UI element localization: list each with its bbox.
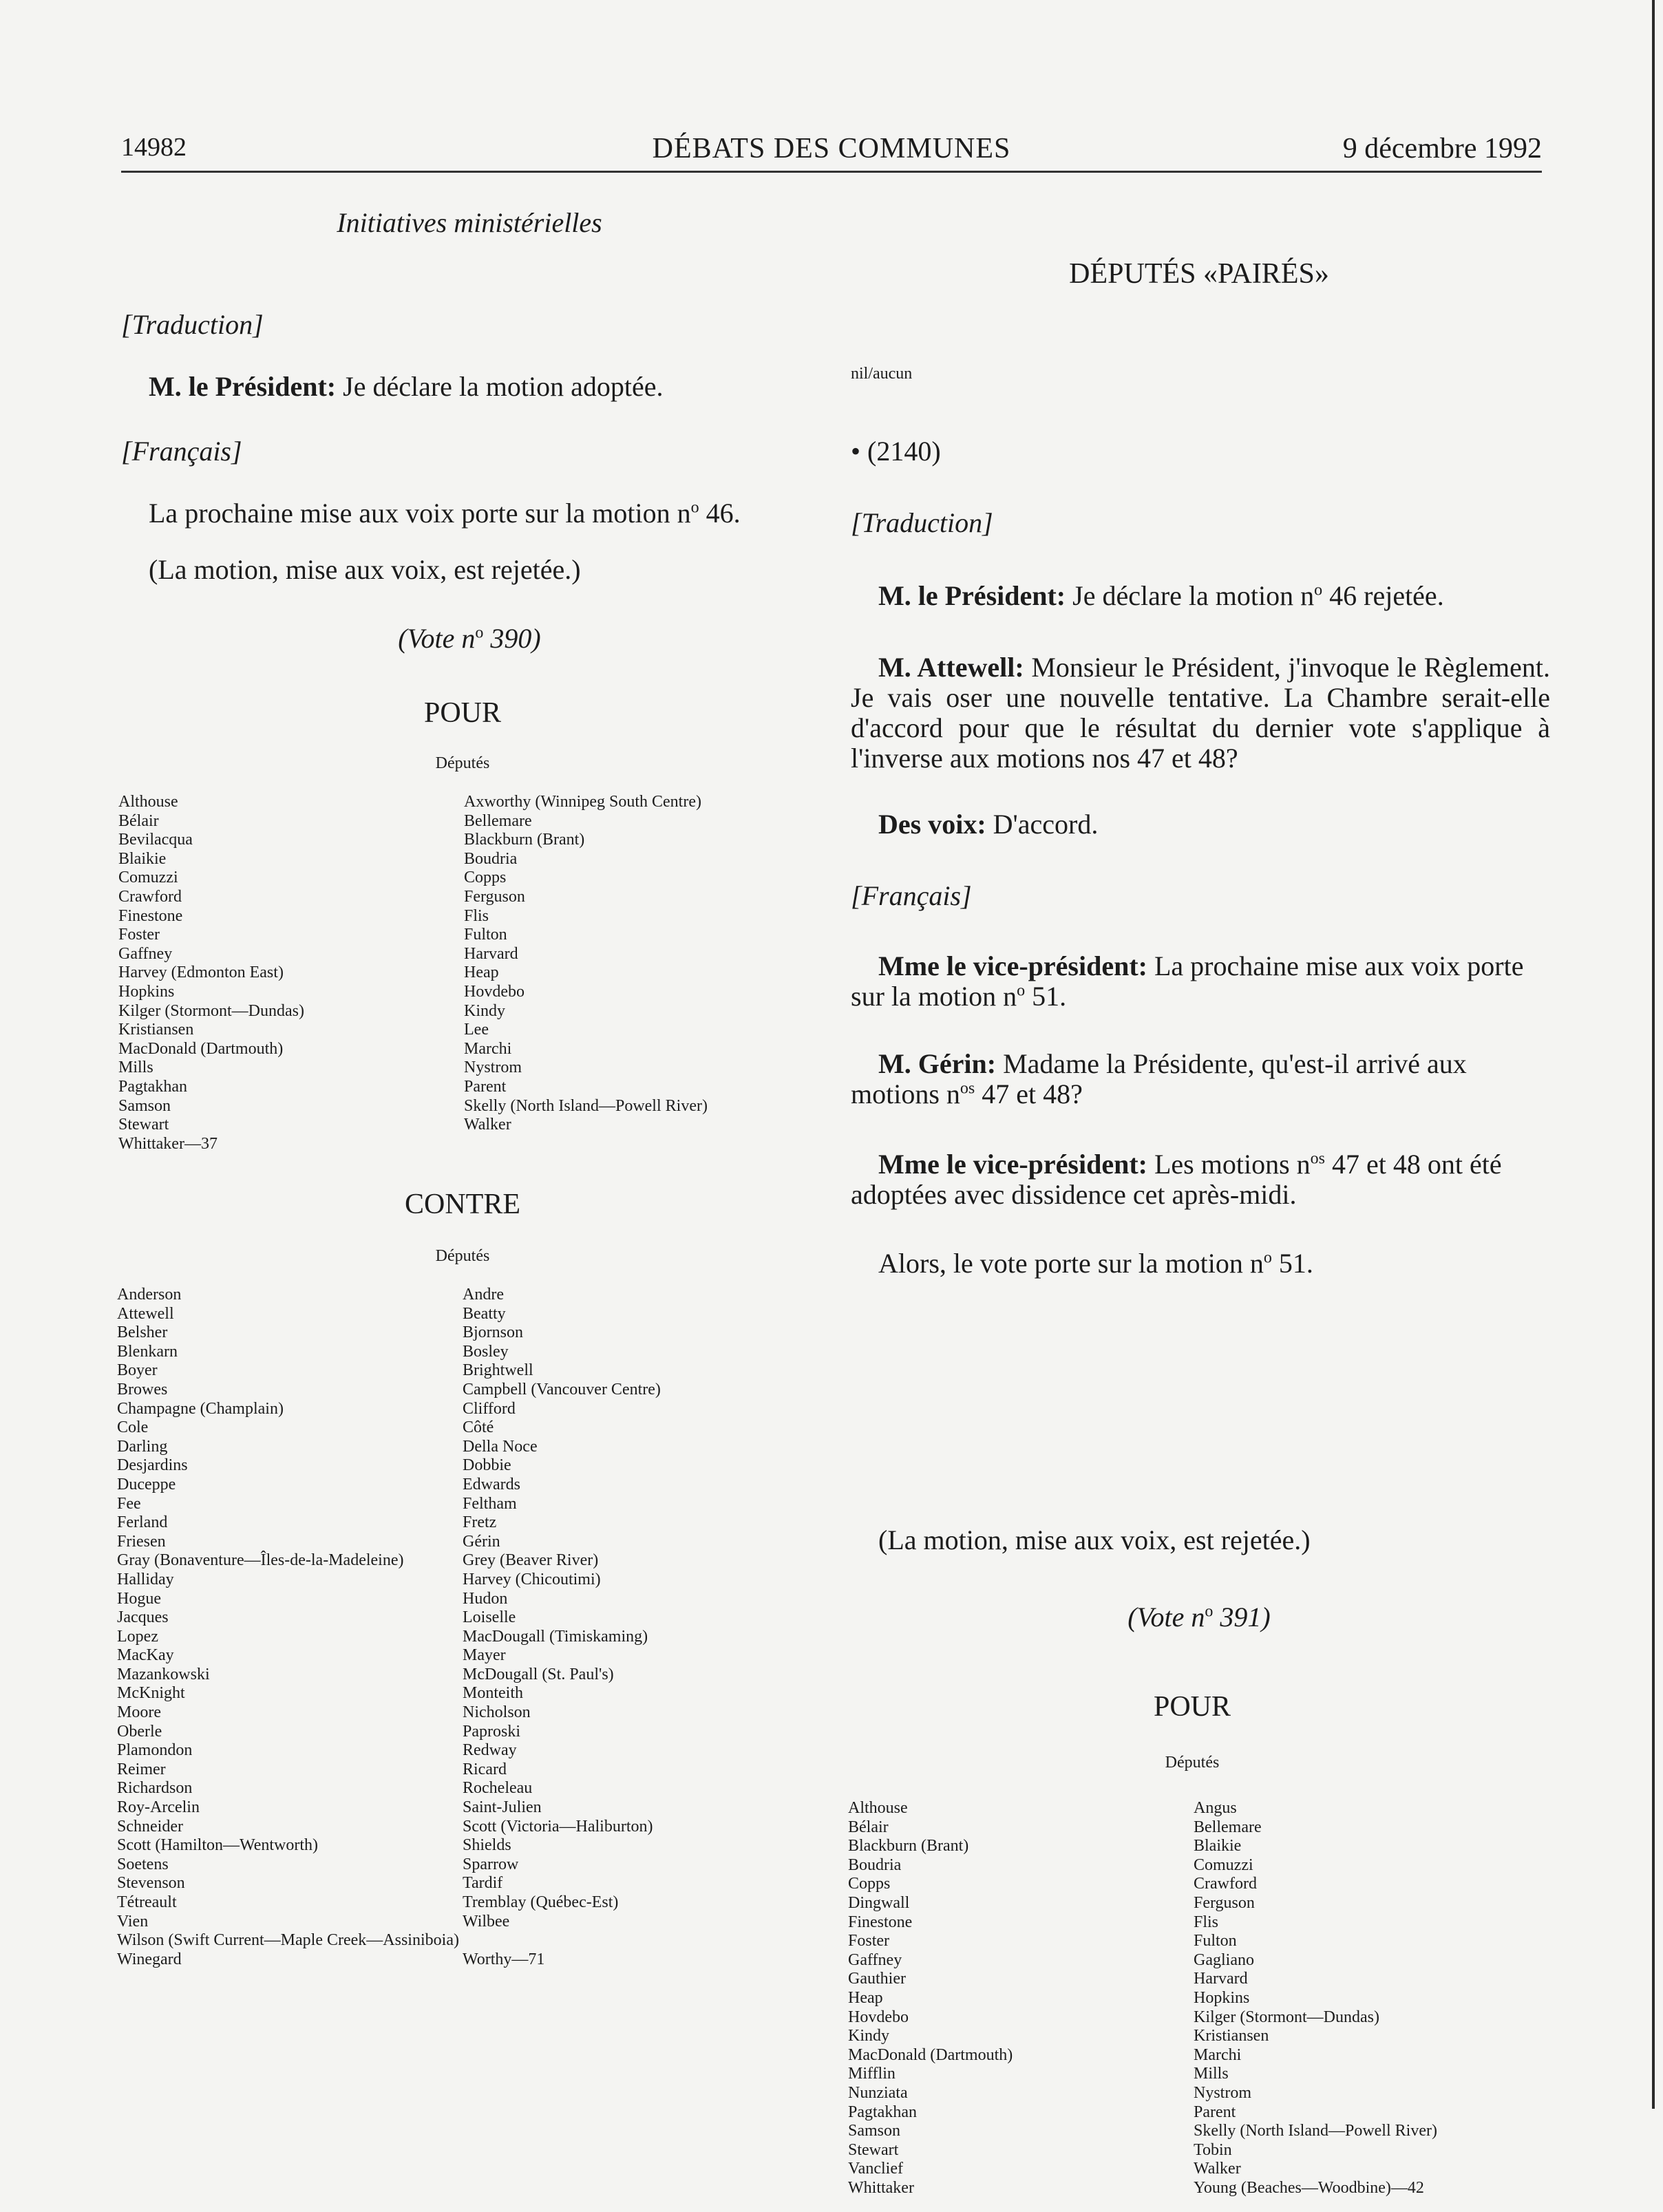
member-name: Bevilacqua	[118, 831, 193, 849]
member-name: Bosley	[463, 1342, 509, 1361]
vote-number-label	[118, 624, 820, 654]
member-name: Kilger (Stormont—Dundas)	[118, 1001, 304, 1020]
member-name: Blackburn (Brant)	[464, 831, 585, 849]
pour-list-column-2	[1194, 1799, 1551, 2198]
gerin-statement	[851, 1049, 1550, 1109]
member-name: Vien	[117, 1912, 149, 1931]
francais-tag-right: [Français]	[851, 880, 972, 911]
member-name: Mills	[1194, 2065, 1229, 2083]
member-name: Blenkarn	[117, 1342, 178, 1361]
member-name: Flis	[464, 906, 489, 925]
member-name: Harvey (Edmonton East)	[118, 964, 284, 982]
member-name: Angus	[1194, 1799, 1237, 1817]
member-name: Feltham	[463, 1494, 517, 1513]
member-name: Boudria	[848, 1855, 902, 1874]
member-name: Ricard	[463, 1760, 507, 1778]
member-name: Fee	[117, 1494, 141, 1513]
member-name: Ferguson	[1194, 1893, 1255, 1912]
member-name: Walker	[1194, 2160, 1241, 2178]
superscript: os	[1310, 1149, 1325, 1168]
member-name: Parent	[464, 1077, 507, 1096]
section-title: Initiatives ministérielles	[337, 207, 602, 238]
member-name: MacKay	[117, 1646, 174, 1665]
paragraph-text: Alors, le vote porte sur la motion n	[878, 1248, 1264, 1279]
member-name	[463, 1931, 820, 1950]
member-name: Tétreault	[117, 1893, 177, 1911]
member-name: Oberle	[117, 1722, 162, 1741]
speaker-name: Mme le vice-président:	[878, 950, 1147, 981]
speaker-name: M. le Président:	[149, 371, 337, 402]
member-name: Scott (Victoria—Haliburton)	[463, 1817, 653, 1836]
member-name: Crawford	[1194, 1875, 1257, 1893]
pour-list-column-2	[464, 793, 822, 1135]
publication-title: DÉBATS DES COMMUNES	[652, 133, 1011, 164]
member-name: Blaikie	[118, 849, 167, 868]
member-name: Blaikie	[1194, 1837, 1242, 1855]
member-name: Soetens	[117, 1855, 169, 1873]
member-name: Axworthy (Winnipeg South Centre)	[464, 793, 701, 811]
member-name: Schneider	[117, 1817, 183, 1836]
member-name: Moore	[117, 1703, 161, 1722]
statement-text: D'accord.	[986, 809, 1099, 840]
member-name: Shields	[463, 1836, 511, 1855]
member-name: Kristiansen	[118, 1021, 194, 1039]
member-name: Roy-Arcelin	[117, 1798, 200, 1817]
paragraph-text: La prochaine mise aux voix porte sur la motion n	[149, 498, 691, 529]
member-name: Champagne (Champlain)	[117, 1399, 284, 1418]
member-name: Gaffney	[848, 1950, 902, 1969]
superscript: o	[690, 498, 699, 517]
member-name: Duceppe	[117, 1475, 176, 1493]
superscript: os	[960, 1079, 975, 1098]
member-name: Reimer	[117, 1760, 166, 1778]
member-name: Fulton	[464, 926, 507, 944]
member-name: Harvard	[1194, 1970, 1248, 1988]
member-name: Kilger (Stormont—Dundas)	[1194, 2008, 1379, 2026]
member-name: Jacques	[117, 1608, 169, 1627]
pour-heading: POUR	[423, 697, 502, 729]
motion-result-right-text: (La motion, mise aux voix, est rejetée.)	[878, 1524, 1311, 1555]
pour-heading-right: POUR	[1153, 1691, 1231, 1723]
member-name: Vanclief	[848, 2160, 903, 2178]
statement-text-end: 51.	[1025, 981, 1067, 1012]
member-name: Mills	[118, 1059, 153, 1077]
member-name: Darling	[117, 1437, 168, 1456]
member-name: Tardif	[463, 1874, 503, 1893]
member-name: MacDonald (Dartmouth)	[848, 2045, 1013, 2064]
next-vote-paragraph	[149, 498, 837, 529]
president-statement	[149, 372, 837, 402]
superscript: o	[1314, 581, 1323, 599]
member-name: Tremblay (Québec-Est)	[463, 1893, 619, 1911]
member-name: Gray (Bonaventure—Îles-de-la-Madeleine)	[117, 1551, 404, 1570]
member-name: Della Noce	[463, 1437, 538, 1456]
statement-text: Je déclare la motion adoptée.	[336, 371, 664, 402]
member-name: Gaffney	[118, 944, 173, 963]
member-name: Bellemare	[1194, 1818, 1262, 1836]
member-name: Heap	[848, 1988, 883, 2007]
vice-president-statement	[851, 951, 1550, 1012]
member-name: Nicholson	[463, 1703, 531, 1722]
member-name: Skelly (North Island—Powell River)	[464, 1096, 708, 1115]
page-number: 14982	[121, 133, 187, 162]
member-name: Fretz	[463, 1513, 497, 1532]
member-name: McDougall (St. Paul's)	[463, 1665, 614, 1683]
member-name: Ferland	[117, 1513, 168, 1532]
member-name: Worthy—71	[463, 1950, 545, 1968]
member-name: McKnight	[117, 1684, 185, 1703]
member-name: Comuzzi	[118, 869, 178, 887]
member-name: Brightwell	[463, 1361, 533, 1380]
member-name: Bjornson	[463, 1323, 524, 1342]
statement-text-end: 47 et 48?	[975, 1078, 1083, 1109]
pour-list-column-1	[118, 793, 463, 1153]
member-name: Monteith	[463, 1684, 523, 1703]
member-name: Hovdebo	[464, 982, 525, 1001]
member-name: Cole	[117, 1418, 149, 1437]
publication-date: 9 décembre 1992	[1342, 133, 1542, 164]
contre-list-column-1	[117, 1286, 461, 1969]
speaker-name: Des voix:	[878, 809, 986, 840]
member-name: Kindy	[464, 1001, 505, 1020]
member-name: Whittaker	[848, 2178, 914, 2197]
member-name: Althouse	[118, 793, 178, 811]
member-name: Pagtakhan	[118, 1077, 187, 1096]
member-name: Boyer	[117, 1361, 158, 1380]
member-name: Marchi	[1194, 2045, 1242, 2064]
member-name: Richardson	[117, 1779, 193, 1798]
pour-list	[118, 793, 834, 1165]
contre-list	[117, 1286, 833, 1974]
speaker-name: Mme le vice-président:	[878, 1149, 1147, 1180]
paragraph-text-end: 51.	[1271, 1248, 1313, 1279]
member-name: Walker	[464, 1116, 511, 1134]
member-name: Dingwall	[848, 1893, 910, 1912]
statement-text: Monsieur le Président, j'invoque le Règlement. Je vais oser une nouvelle tentative. La Chambre serait-elle d'accord pour que le résultat du dernier vote s'applique à l'inverse aux motions nos 47 et 48?	[851, 652, 1550, 774]
member-name: Althouse	[848, 1799, 908, 1817]
member-name: Redway	[463, 1741, 517, 1760]
president-rejects-statement	[878, 581, 1553, 611]
vote-label: (Vote n	[398, 623, 476, 654]
member-name: Beatty	[463, 1304, 506, 1323]
member-name: Paproski	[463, 1722, 520, 1741]
member-name: Nystrom	[1194, 2083, 1251, 2102]
pour-list-right	[848, 1799, 1550, 2212]
member-name: Crawford	[118, 887, 182, 906]
deputes-label-right: Députés	[1165, 1754, 1220, 1772]
member-name: Stewart	[848, 2140, 899, 2159]
member-name: Plamondon	[117, 1741, 193, 1760]
member-name: Copps	[464, 869, 507, 887]
speaker-name: M. Gérin:	[878, 1048, 997, 1079]
traduction-tag-right: [Traduction]	[851, 507, 993, 538]
member-name: Bellemare	[464, 811, 532, 830]
member-name: Gagliano	[1194, 1950, 1254, 1969]
member-name: Skelly (North Island—Powell River)	[1194, 2122, 1437, 2140]
member-name: Bélair	[118, 811, 159, 830]
francais-tag: [Français]	[121, 436, 242, 467]
member-name: Finestone	[848, 1913, 913, 1931]
member-name: Friesen	[117, 1532, 166, 1551]
statement-text: Madame la Présidente, qu'est-il arrivé aux motions n	[851, 1048, 1467, 1109]
time-stamp: • (2140)	[851, 436, 941, 467]
member-name: Campbell (Vancouver Centre)	[463, 1380, 661, 1399]
member-name: Fulton	[1194, 1932, 1237, 1950]
paired-members-heading: DÉPUTÉS «PAIRÉS»	[1069, 258, 1329, 290]
member-name: Samson	[848, 2122, 901, 2140]
member-name: Copps	[848, 1875, 891, 1893]
member-name: Wilson (Swift Current—Maple Creek—Assiniboia)	[117, 1931, 459, 1950]
superscript: o	[1263, 1248, 1272, 1267]
member-name: Hovdebo	[848, 2008, 909, 2026]
contre-list-column-2	[463, 1286, 820, 1969]
member-name: Ferguson	[464, 887, 525, 906]
member-name: Hogue	[117, 1589, 161, 1608]
member-name: Gauthier	[848, 1970, 906, 1988]
motion-result: (La motion, mise aux voix, est rejetée.)	[149, 554, 581, 585]
member-name: Attewell	[117, 1304, 174, 1323]
member-name: Heap	[464, 964, 499, 982]
statement-text-end: 47 et 48 ont été adoptées avec dissidence cet après-midi.	[851, 1149, 1502, 1210]
attewell-statement	[851, 652, 1550, 774]
vote-number: 390)	[483, 623, 541, 654]
paired-none: nil/aucun	[851, 365, 913, 383]
member-name: Belsher	[117, 1323, 168, 1342]
statement-text: La prochaine mise aux voix porte sur la motion n	[851, 950, 1524, 1012]
member-name: Scott (Hamilton—Wentworth)	[117, 1836, 319, 1855]
member-name: Edwards	[463, 1475, 520, 1493]
vote-on-motion-51	[878, 1248, 1553, 1279]
paragraph-text-end: 46.	[699, 498, 741, 529]
member-name: Foster	[848, 1932, 889, 1950]
member-name: MacDonald (Dartmouth)	[118, 1039, 284, 1058]
member-name: Rocheleau	[463, 1779, 533, 1798]
member-name: Bélair	[848, 1818, 889, 1836]
member-name: Hopkins	[118, 982, 175, 1001]
speaker-name: M. le Président:	[878, 580, 1066, 611]
vote-number: 391)	[1213, 1602, 1271, 1633]
vote-label: (Vote n	[1127, 1602, 1205, 1633]
member-name: Harvard	[464, 944, 518, 963]
member-name: Loiselle	[463, 1608, 516, 1627]
member-name: Boudria	[464, 849, 518, 868]
member-name: Lopez	[117, 1627, 158, 1646]
member-name: Mifflin	[848, 2065, 896, 2083]
member-name: Hudon	[463, 1589, 508, 1608]
member-name: Kristiansen	[1194, 2027, 1269, 2045]
member-name: Marchi	[464, 1039, 512, 1058]
member-name: Foster	[118, 926, 160, 944]
member-name: Nunziata	[848, 2083, 908, 2102]
member-name: Kindy	[848, 2027, 889, 2045]
member-name: Gérin	[463, 1532, 500, 1551]
member-name: Nystrom	[464, 1059, 522, 1077]
member-name: Andre	[463, 1286, 504, 1304]
member-name: Tobin	[1194, 2140, 1232, 2159]
member-name: Clifford	[463, 1399, 516, 1418]
member-name: Young (Beaches—Woodbine)—42	[1194, 2178, 1424, 2197]
vote-number-label-right	[848, 1602, 1550, 1633]
member-name: Saint-Julien	[463, 1798, 542, 1817]
member-name: Flis	[1194, 1913, 1219, 1931]
member-name: Lee	[464, 1021, 489, 1039]
member-name: Wilbee	[463, 1912, 510, 1931]
member-name: Dobbie	[463, 1456, 511, 1475]
superscript: o	[475, 624, 484, 642]
member-name: Halliday	[117, 1570, 174, 1588]
traduction-tag: [Traduction]	[121, 309, 264, 340]
member-name: Samson	[118, 1096, 171, 1115]
member-name: Stewart	[118, 1116, 169, 1134]
vice-president-answer	[851, 1149, 1550, 1210]
contre-heading: CONTRE	[405, 1189, 520, 1220]
pour-list-column-1	[848, 1799, 1192, 2198]
statement-text: Je déclare la motion n	[1066, 580, 1315, 611]
statement-text-end: 46 rejetée.	[1322, 580, 1444, 611]
statement-text: Les motions n	[1147, 1149, 1311, 1180]
deputes-label: Députés	[435, 754, 490, 772]
page-header	[121, 132, 1542, 173]
voices-statement	[878, 809, 1553, 840]
member-name: MacDougall (Timiskaming)	[463, 1627, 648, 1646]
member-name: Desjardins	[117, 1456, 188, 1475]
member-name: Finestone	[118, 906, 183, 925]
member-name: Hopkins	[1194, 1988, 1250, 2007]
member-name: Anderson	[117, 1286, 182, 1304]
speaker-name: M. Attewell:	[878, 652, 1024, 683]
member-name: Comuzzi	[1194, 1855, 1253, 1874]
superscript: o	[1017, 981, 1026, 1000]
member-name: Blackburn (Brant)	[848, 1837, 969, 1855]
member-name: Mayer	[463, 1646, 506, 1665]
member-name: Grey (Beaver River)	[463, 1551, 599, 1570]
member-name: Whittaker—37	[118, 1134, 218, 1153]
superscript: o	[1205, 1602, 1214, 1621]
member-name: Côté	[463, 1418, 494, 1437]
member-name: Harvey (Chicoutimi)	[463, 1570, 601, 1588]
member-name: Stevenson	[117, 1874, 185, 1893]
member-name: Browes	[117, 1380, 168, 1399]
member-name: Parent	[1194, 2103, 1236, 2121]
contre-deputes-label: Députés	[435, 1247, 490, 1265]
member-name: Mazankowski	[117, 1665, 210, 1683]
member-name: Pagtakhan	[848, 2103, 917, 2121]
member-name: Winegard	[117, 1950, 182, 1968]
member-name: Sparrow	[463, 1855, 519, 1873]
